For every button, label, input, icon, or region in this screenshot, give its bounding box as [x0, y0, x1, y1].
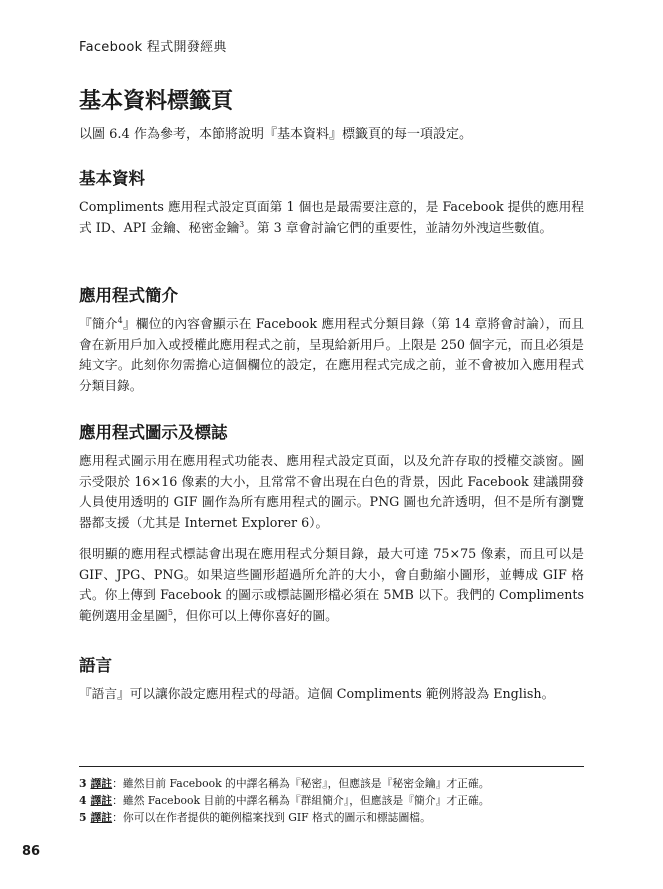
text-run: 很明顯的應用程式標誌會出現在應用程式分類目錄，最大可達 75×75 像素，而且可以是 GIF、JPG、PNG。如果這些圖形超過所允許的大小，會自動縮小圖形，並轉成 GIF 格式。你上傳到 Facebook 的圖示或標誌圖形檔必須在 5MB 以下。我們的 Compliments 範例選用金星圖 [79, 546, 584, 624]
paragraph-app-description [79, 314, 584, 397]
text-run: 『語言』可以讓你設定應用程式的母語。這個 Compliments 範例將設為 English。 [79, 686, 555, 701]
section-heading-basic-info: 基本資料 [79, 169, 145, 188]
footnote-label: 譯註 [90, 811, 113, 824]
section-heading-icon-logo: 應用程式圖示及標誌 [79, 423, 228, 442]
footnote-5 [79, 809, 599, 826]
text-run: ，但你可以上傳你喜好的圖。 [172, 608, 338, 624]
page-title: 基本資料標籤頁 [79, 89, 234, 114]
paragraph-logo [79, 544, 584, 627]
footnote-number: 4 [79, 794, 87, 807]
footnote-ref-4: 4 [117, 315, 123, 325]
footnote-label: 譯註 [90, 794, 113, 807]
text-run: 『簡介 [79, 316, 118, 331]
footnote-number: 5 [79, 811, 87, 824]
footnote-text: ：雖然 Facebook 目前的中譯名稱為『群組簡介』，但應該是『簡介』才正確。 [112, 794, 490, 807]
footnote-divider [79, 766, 584, 767]
paragraph-icon [79, 451, 584, 534]
running-head: Facebook 程式開發經典 [79, 40, 227, 55]
section-heading-language: 語言 [79, 656, 112, 675]
text-run: 』欄位的內容會顯示在 Facebook 應用程式分類目錄（第 14 章將會討論），而且會在新用戶加入或授權此應用程式之前，呈現給新用戶。上限是 250 個字元，而且必須是純文字。此刻你勿需擔心這個欄位的設定，在應用程式完成之前，並不會被加入應用程式分類目錄。 [79, 316, 585, 394]
footnote-text: ：雖然目前 Facebook 的中譯名稱為『秘密』，但應該是『秘密金鑰』才正確。 [112, 777, 490, 790]
footnote-ref-5: 5 [167, 607, 173, 617]
footnotes [79, 775, 599, 826]
footnote-label: 譯註 [90, 777, 113, 790]
footnote-ref-3: 3 [239, 219, 245, 229]
paragraph-basic-info [79, 197, 584, 238]
section-heading-app-description: 應用程式簡介 [79, 286, 178, 305]
footnote-4 [79, 792, 599, 809]
text-run: 應用程式圖示用在應用程式功能表、應用程式設定頁面，以及允許存取的授權交談窗。圖示受限於 16×16 像素的大小，且常常不會出現在白色的背景，因此 Facebook 建議開發人員使用透明的 GIF 圖作為所有應用程式的圖示。PNG 圖也允許透明，但不是所有瀏覽器都支援（尤其是 Internet Explorer 6）。 [79, 453, 584, 531]
page-number: 86 [22, 844, 41, 859]
footnote-number: 3 [79, 777, 87, 790]
footnote-3 [79, 775, 599, 792]
intro-paragraph: 以圖 6.4 作為參考，本節將說明『基本資料』標籤頁的每一項設定。 [79, 127, 472, 142]
text-run: Compliments 應用程式設定頁面第 1 個也是最需要注意的，是 Facebook 提供的應用程式 ID、API 金鑰、秘密金鑰 [79, 199, 584, 235]
text-run: 。第 3 章會討論它們的重要性，並請勿外洩這些數值。 [244, 219, 553, 235]
paragraph-language [79, 684, 584, 705]
footnote-text: ：你可以在作者提供的範例檔案找到 GIF 格式的圖示和標誌圖檔。 [112, 811, 431, 824]
